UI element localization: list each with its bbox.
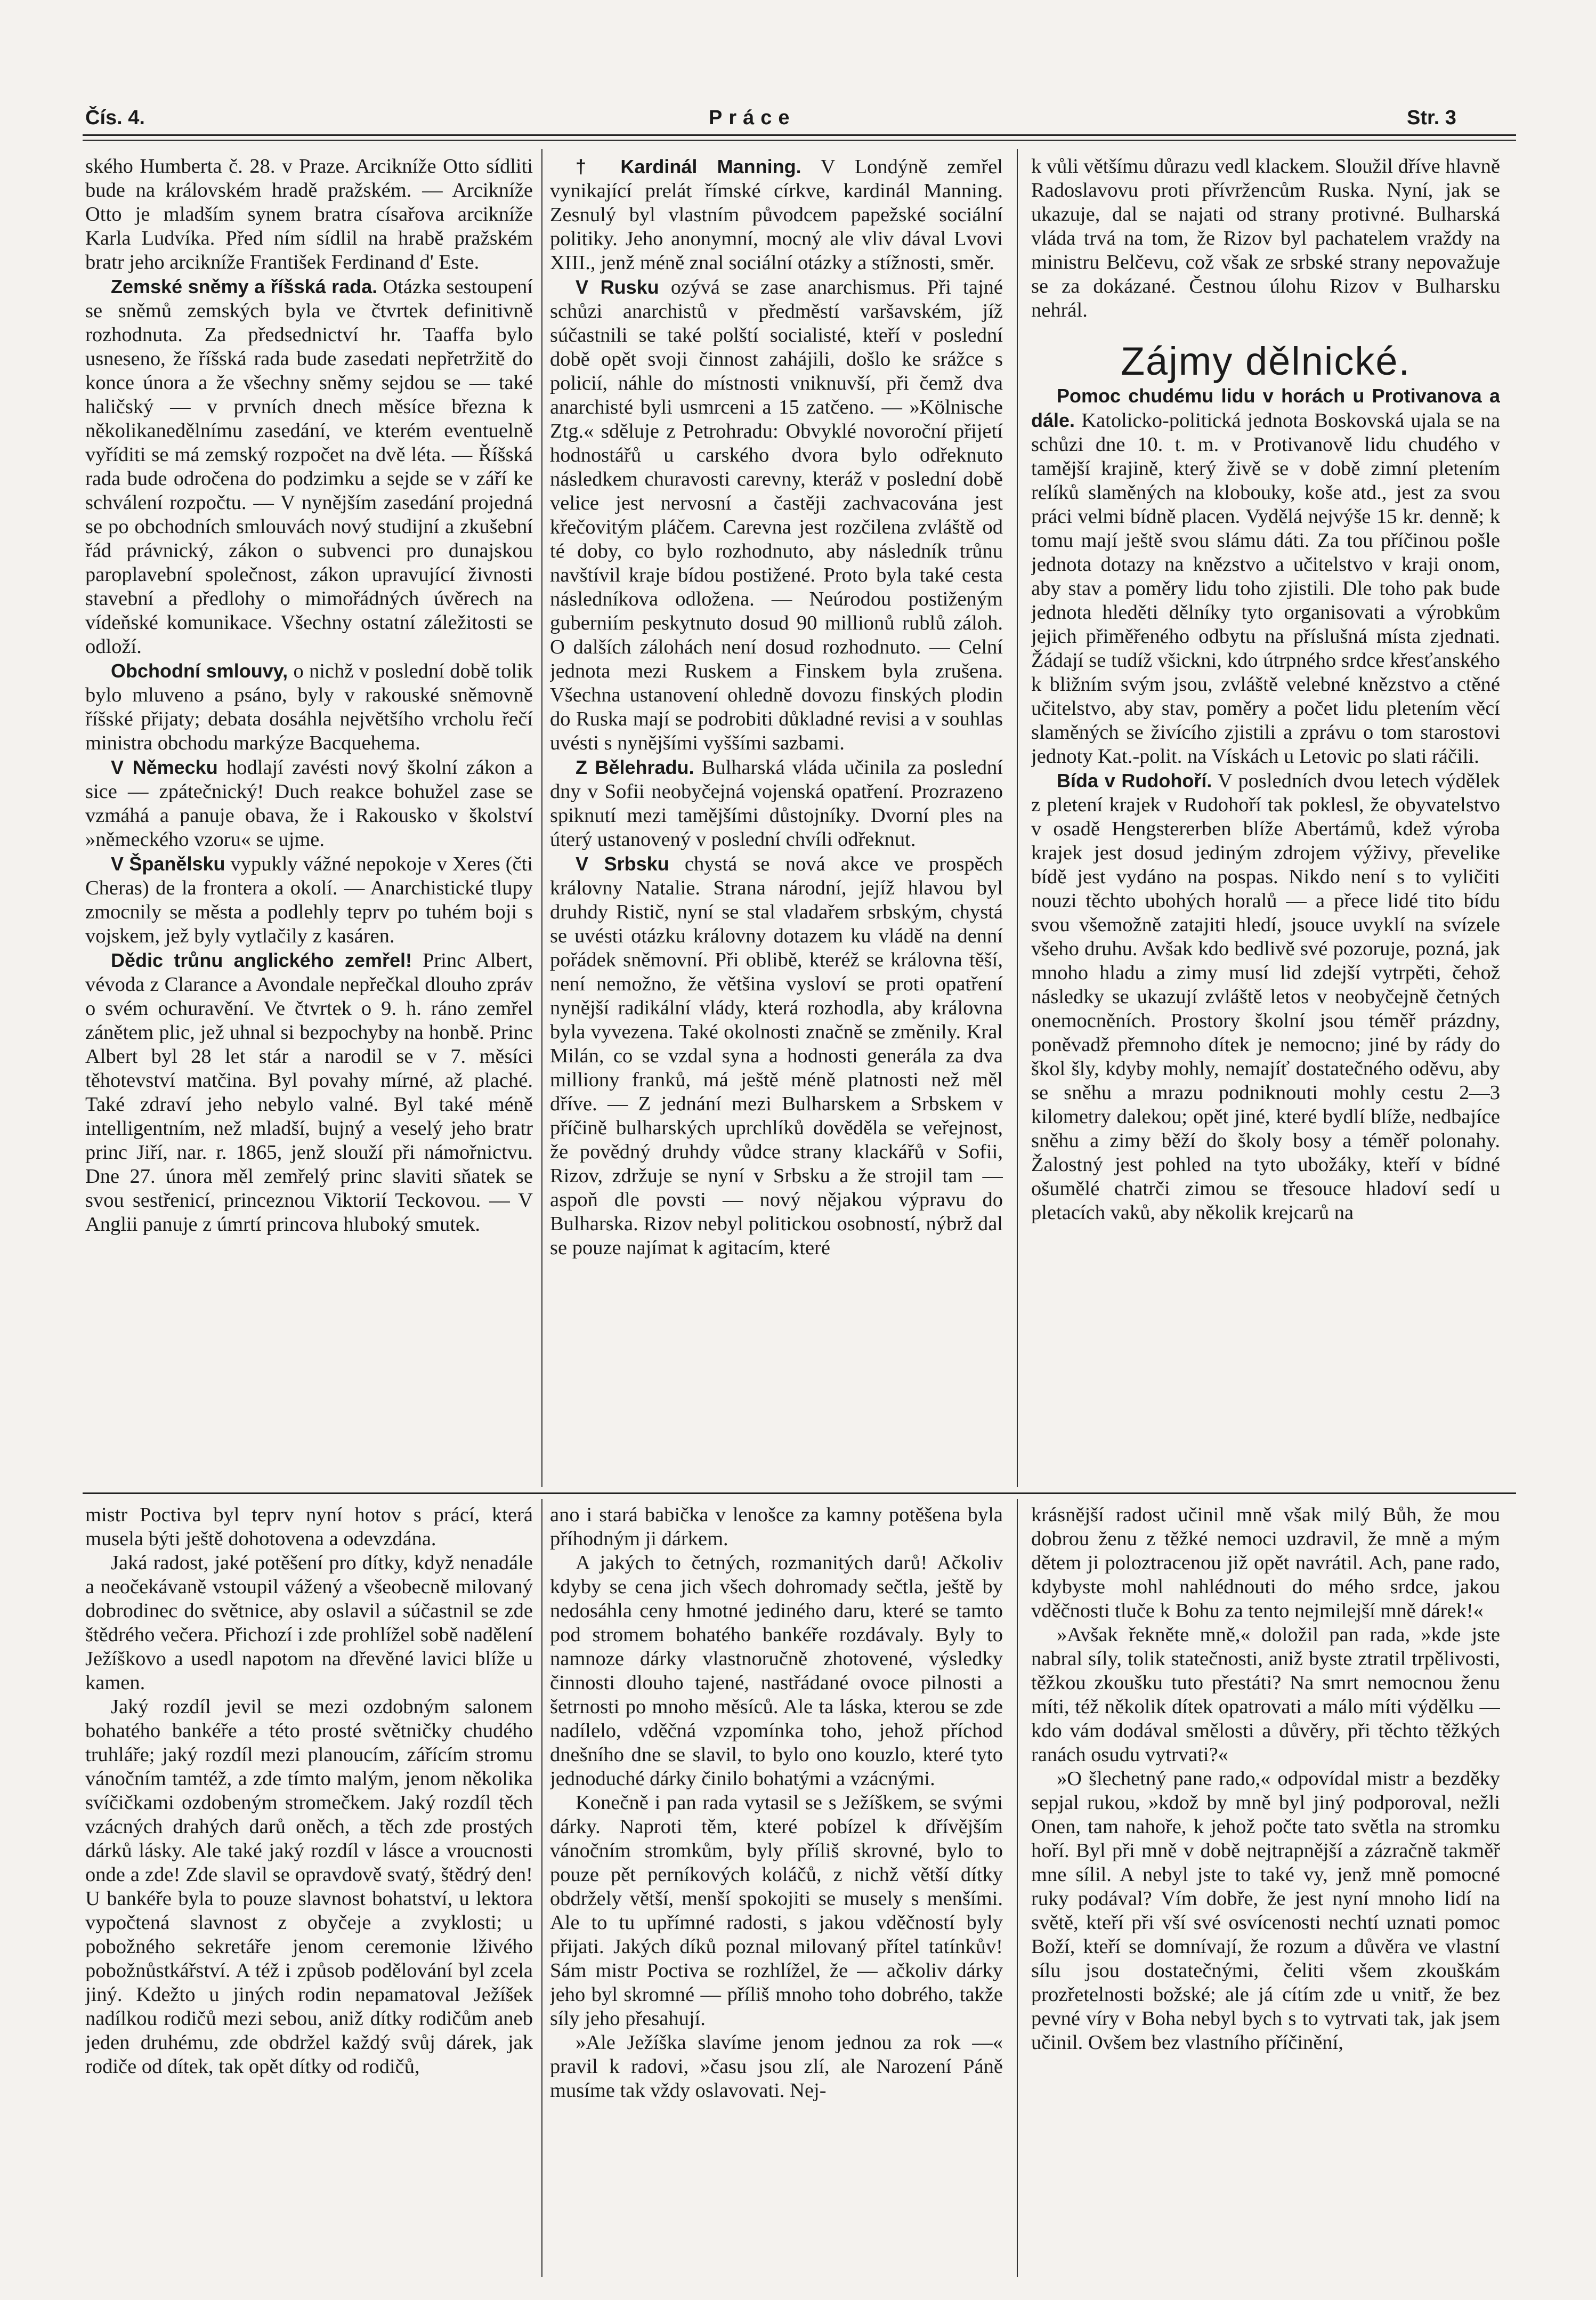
- article-text: o nichž v poslední době tolik bylo mluveno a psáno, byly v rakouské sněmovně říšské přijaty; debata dosáhla největšího vrcholu řečí ministra obchodu markýze Bacquehema.: [85, 660, 533, 754]
- article-text: Katolicko-politická jednota Boskovská ujala se na schůzi dne 10. t. m. v Protivanově lidu chudého v tamější krajině, který živě se v době zimní pletením relíků slaměných na klobouky, koše atd., jest za svou práci velmi bídně placen. Vydělá nejvýše 15 kr. denně; k tomu mají ještě svou slámu dáti. Za tou příčinou pošle jednota dotazy na knězstvo a učitelstvo v kraji onom, aby stav a poměry lidu toho zjistili. Dle toho pak bude jednota hleděti dělníky tyto organisovati a výrobkům jejich přiměřeného odbytu na příslušná místa zjednati. Žádají se tudíž všickni, kdo útrpného srdce křesťanského k bližním svým jsou, zvláště velebné knězstvo a ctěné učitelstvo, aby stav, poměry a počet lidu pletením věcí slaměných se živícího zjistili a zprávu o tom starostovi jednoty Kat.-polit. na Vískách u Letovic po slati ráčili.: [1031, 409, 1500, 768]
- article-heading: Zemské sněmy a říšská rada.: [111, 276, 378, 297]
- article-spain: [85, 852, 533, 948]
- article-english-heir: [85, 948, 533, 1237]
- article-text: V Londýně zemřel vynikající prelát římské církve, kardinál Manning. Zesnulý byl vlastním původcem papežské sociální politiky. Jeho anonymní, mocný ale vliv dával Lvovi XIII., jenž méně znal sociální otázky a stížnosti, směr.: [550, 156, 1003, 274]
- feuilleton-paragraph: krásnější radost učinil mně však milý Bůh, že mou dobrou ženu z těžké nemoci uzdravil, že mně a mým dětem ji poloztracenou již opět navrátil. Ach, pane rado, kdybyste mohl nahlédnouti do mého srdce, jakou vděčnosti tluče k Bohu za tento nejmilejší mně dárek!«: [1031, 1504, 1500, 1622]
- feuilleton-column-2: [550, 1503, 1003, 2271]
- article-heading: V Německu: [111, 756, 218, 778]
- newspaper-title: Práce: [709, 107, 796, 129]
- article-heading: V Španělsku: [111, 853, 225, 875]
- feuilleton-paragraph: »O šlechetný pane rado,« odpovídal mistr a bezděky sepjal rukou, »kdož by mně byl jiný podporoval, nežli Onen, tam nahoře, k jehož počte tato světla na stromku hoří. Byl při mně v době nejtrapnější a zázračně takměř mne sílil. A nebyl jste to také vy, jenž mně pomocné ruky podával? Vím dobře, že jest nyní mnoho lidí na světě, kteří při vší své osvícenosti nechtí uznati pomoc Boží, kteří se domnívají, že rozum a důvěra ve vlastní sílu jsou dostatečnými, čeliti všem zkouškám prozřetelnosti božské; ale já cítím zde u vnitř, že bez pevné víry v Boha nebyl bych s to vytrvati tak, jak jsem učinil. Ovšem bez vlastního příčinění,: [1031, 1768, 1500, 2054]
- feuilleton-paragraph: »Ale Ježíška slavíme jenom jednou za rok —« pravil k radovi, »času jsou zlí, ale Narození Páně musíme tak vždy oslavovati. Nej-: [550, 2031, 1003, 2102]
- header-rule-bottom: [83, 140, 1516, 141]
- column-divider-3: [541, 1499, 542, 2277]
- article-text: Bulharská vláda učinila za poslední dny v Sofii neobyčejná vojenská opatření. Prozrazeno spiknutí mezi tamějšími důstojníky. Dvorní ples na úterý ustanovený v poslední chvíli odřeknut.: [550, 756, 1003, 851]
- article-russia: [550, 275, 1003, 755]
- article-heading: Pomoc chudému lidu v horách u Protivanova a dále.: [1031, 385, 1500, 431]
- section-heading-workers-interests: Zájmy dělnické.: [1120, 339, 1411, 383]
- article-heading: Dědic trůnu anglického zemřel!: [111, 949, 412, 971]
- article-text: Otázka sestoupení se sněmů zemských byla ve čtvrtek definitivně rozhodnuta. Za předsednictví hr. Taaffa bylo usneseno, že říšská rada bude zasedati nepřetržitě do konce února a že všechny sněmy sejdou se — také haličský — v prvních dnech měsíce března k několikanedělnímu zasedání, ve kterém eventuelně vyříditi se má zemský rozpočet na dvě léta. — Říšská rada bude odročena do podzimku a sejde se v září ke schválení rozpočtu. — V nynějším zasedání projedná se po obchodních smlouvách nový studijní a zkušební řád právnický, zákon o subvenci pro dunajskou paroplavební společnost, zákon upravující živnosti stavební a předlohy o mimořádných úvěrech na vídeňské komunikace. Všechny ostatní záležitosti se odloží.: [85, 276, 533, 658]
- feuilleton-paragraph: ano i stará babička v lenošce za kamny potěšena byla příhodným ji dárkem.: [550, 1504, 1003, 1550]
- column-divider-4: [1017, 1499, 1018, 2277]
- article-heading: Bída v Rudohoří.: [1057, 770, 1212, 792]
- feuilleton-column-1: [85, 1503, 533, 2271]
- feuilleton-paragraph: »Avšak řekněte mně,« doložil pan rada, »kde jste nabral síly, tolik statečnosti, aniž byste ztratil trpělivosti, těžkou zkoušku tuto přestáti? Na smrt nemocnou ženu míti, též několik dítek opatrovati a málo míti výdělku — kdo vám dodával smělosti a důvěry, při těchto těžkých ranách osudu vytrvati?«: [1031, 1624, 1500, 1766]
- article-text: chystá se nová akce ve prospěch královny Natalie. Strana národní, jejíž hlavou byl druhdy Ristič, nyní se stal vladařem srbským, chystá se uvésti otázku královny dotazem ku vládě na denní pořádek sněmovní. Při oblibě, kteréž se královna těší, není nemožno, že většina vysloví se proti opatření nynější radikální vlády, která rozhodla, aby královna byla vyvezena. Také okolnosti značně se změnily. Kral Milán, co se vzdal syna a hodnosti generála za dva milliony franků, má ještě méně platnosti než měl dříve. — Z jednání mezi Bulharskem a Srbskem v příčině bulharských uprchlíků dověděla se veřejnost, že povědný druhdy vůdce strany klackářů v Sofii, Rizov, zdržuje se nyní v Srbsku a že strojil tam — aspoň dle povsti — nový nějakou výpravu do Bulharska. Rizov nebyl politickou osobností, nýbrž dal se pouze najímat k agitacím, které: [550, 853, 1003, 1259]
- article-heading: V Rusku: [576, 276, 659, 298]
- feuilleton-column-3: [1031, 1503, 1500, 2271]
- header-rule-top: [83, 134, 1516, 136]
- article-rudohori: [1031, 769, 1500, 1225]
- article-serbia: [550, 852, 1003, 1260]
- article-text: V posledních dvou letech výdělek z pletení krajek v Rudohoří tak poklesl, že obyvatelstvo v osadě Hengstererben blíže Abertámů, kdež výroba krajek jest dosud jediným zdrojem výživy, převelike bídě jest vydáno na pospas. Nikdo není s to vyličiti nouzi těchto ubohých horalů — a přece lidé tito bídu svou všemožně zatajiti hledí, jsouce uvyklí na svízele všeho druhu. Avšak kdo bedlivě své pozoruje, pozná, jak mnoho hladu a zimy musí lid zdejší vytrpěti, čehož následky se ukazují zvláště letos v neobyčejně četných onemocněních. Prostory školní jsou téměř prázdny, poněvadž přemnoho dítek je nemocno; jiné by rády do škol šly, kdyby mohly, nemajíť dostatečného oděvu, aby se sněhu a mrazu podniknouti mohly cestu 2—3 kilometry dalekou; opět jiné, které bydlí blíže, nedbajíce sněhu a zimy běží do školy bosy a téměř polonahy. Žalostný jest pohled na tyto ubožáky, kteří v bídné ošumělé chatrči zimou se třesouce hladoví sedí u pletacích vaků, aby několik krejcarů na: [1031, 770, 1500, 1224]
- article-continuation: ského Humberta č. 28. v Praze. Arcikníže Otto sídliti bude na královském hradě pražském. — Arcikníže Otto je mladším synem bratra císařova arcikníže Karla Ludvíka. Před ním sídlil na hrabě pražském bratr jeho arcikníže František Ferdinand d' Este.: [85, 155, 533, 273]
- article-trade-treaties: [85, 659, 533, 755]
- article-belgrade: [550, 755, 1003, 852]
- feuilleton-paragraph: mistr Poctiva byl teprv nyní hotov s prácí, která musela býti ještě dohotovena a odevzdána.: [85, 1504, 533, 1550]
- article-protivanov: [1031, 384, 1500, 769]
- article-cardinal-manning: [550, 155, 1003, 275]
- column-divider-1: [541, 149, 542, 1487]
- article-text: hodlají zavésti nový školní zákon a sice — zpátečnický! Duch reakce bohužel zase se vzmáhá a panuje obava, že i Rakousko v školství »německého vzoru« se ujme.: [85, 756, 533, 851]
- news-column-3: [1031, 155, 1500, 1482]
- issue-number: Čís. 4.: [85, 107, 145, 129]
- feuilleton-paragraph: A jakých to četných, rozmanitých darů! Ačkoliv kdyby se cena jich všech dohromady sečtla, ještě by nedosáhla ceny hmotné jediného daru, které se tamto pod stromem bohatého bankéře rozdávaly. Byly to namnoze dárky vlastnoručně zhotovené, výsledky činnosti dlouho tajené, nastřádané ovoce pilnosti a šetrnosti po mnoho měsíců. Ale ta láska, kterou se zde nadílelo, vděčná vzpomínka toho, jehož příchod dnešního dne se slavil, to bylo ono kouzlo, které tyto jednoduché dárky činilo bohatými a vzácnými.: [550, 1552, 1003, 1790]
- article-heading: Z Bělehradu.: [576, 756, 694, 778]
- article-text: ozývá se zase anarchismus. Při tajné schůzi anarchistů v předměstí varšavském, jíž súčastnili se také polští socialisté, kteří v poslední době opět svoji činnost zahájili, došlo ke srážce s policií, náhle do místnosti vniknuvší, při čemž dva anarchisté byli usmrceni a 15 zatčeno. — »Kölnische Ztg.« sděluje z Petrohradu: Obvyklé novoroční přijetí hodnostářů u carského dvora bylo odřeknuto následkem churavosti carevny, kteráž v poslední době velice jest nervosní a častěji zachvacována jest křečovitým pláčem. Carevna jest rozčilena zvláště od té doby, co bylo rozhodnuto, aby následník trůnu navštívil kraje bídou postižené. Proto byla také cesta následníkova odložena. — Neúrodou postiženým guberniím peskytnuto dosud 90 millionů rublů záloh. O dalších zálohách není dosud rozhodnuto. — Celní jednota mezi Ruskem a Finskem byla zrušena. Všechna ustanovení ohledně dovozu finských plodin do Ruska mají se podrobiti důkladné revisi a v souhlas uvésti s nynějšími vyššími sazbami.: [550, 276, 1003, 754]
- feuilleton-paragraph: Jaká radost, jaké potěšení pro dítky, když nenadále a neočekávaně vstoupil vážený a všeobecně milovaný dobrodinec do světnice, aby oslavil a súčastnil se zde štědrého večera. Přichozí i zde prohlížel sobě nadělení Ježíškovo a usedl napotom na dřevěné lavici blíže u kamen.: [85, 1552, 533, 1694]
- article-germany: [85, 755, 533, 852]
- page-number: Str. 3: [1407, 107, 1456, 129]
- article-continuation: k vůli většímu důrazu vedl klackem. Sloužil dříve hlavně Radoslavovu proti přívržencům Ruska. Nyní, jak se ukazuje, dal se najati od strany protivné. Bulharská vláda trvá na tom, že Rizov byl pachatelem vraždy na ministru Belčevu, což však ze srbské strany nepovažuje se za dokázané. Čestnou úlohu Rizov v Bulharsku nehrál.: [1031, 155, 1500, 321]
- article-heading: V Srbsku: [576, 853, 669, 875]
- news-column-2: [550, 155, 1003, 1482]
- news-column-1: [85, 155, 533, 1482]
- article-text: Princ Albert, vévoda z Clarance a Avondale nepřečkal dlouho zpráv o svém ochuravění. Ve čtvrtek o 9. h. ráno zemřel zánětem plic, jež uhnal si bezpochyby na honbě. Princ Albert byl 28 let stár a narodil se v 7. měsíci těhotevství matčina. Byl povahy mírné, až plaché. Také zdraví jeho nebylo valné. Byl také méně intelligentním, než mladší, bujný a veselý jeho bratr princ Jiří, nar. r. 1865, jenž slouží při námořnictvu. Dne 27. února měl zemřelý princ slaviti sňatek se svou sestřenicí, princeznou Viktorií Teckovou. — V Anglii panuje z úmrtí princova hluboký smutek.: [85, 949, 533, 1236]
- feuilleton-paragraph: Jaký rozdíl jevil se mezi ozdobným salonem bohatého bankéře a této prosté světničky chudého truhláře; jaký rozdíl mezi planoucím, zářícím stromu vánočním tamtéž, a zde tímto malým, jenom několika svíčičkami ozdobeným stromečkem. Jaký rozdíl těch vzácných drahých darů oněch, a těch zde prostých dárků lásky. Ale také jaký rozdíl v lásce a vroucnosti onde a zde! Zde slavil se opravdově svatý, štědrý den! U bankéře byla to pouze slavnost bohatství, u lektora vypočtená slavnost z obyčeje a zvyklosti; u pobožného sekretáře jenom ceremonie lživého pobožnůstkářství. A též i způsob podělování byl zcela jiný. Kdežto u jiných rodin nepamatoval Ježíšek nadílkou rodičů mezi sebou, aniž dítky rodičům aneb jeden druhému, zde obdržel každý svůj dárek, jak rodiče od dítek, tak opět dítky od rodičů,: [85, 1696, 533, 2078]
- article-text: vypukly vážné nepokoje v Xeres (čti Cheras) de la frontera a okolí. — Anarchistické tlupy zmocnily se města a podlehly teprv po tuhém boji s vojskem, jež byly vytlačily z kasáren.: [85, 853, 533, 947]
- article-heading: † Kardinál Manning.: [576, 156, 801, 177]
- article-heading: Obchodní smlouvy,: [111, 660, 288, 682]
- column-divider-2: [1017, 149, 1018, 1487]
- feuilleton-paragraph: Konečně i pan rada vytasil se s Ježíškem, se svými dárky. Naproti těm, které pobízel k dřívějším vánočním stromkům, byly příliš skrovné, bylo to pouze pět perníkových koláčů, z nichž větší dítky obdržely větší, menší spokojiti se musely s menšími. Ale to tu upřímné radosti, s jakou vděčností byly přijati. Jakých díků poznal milovaný přítel tatínkův! Sám mistr Poctiva se rozhlížel, že — ačkoliv dárky jeho byl skromné — příliš mnoho toho dobrého, takže síly jeho přesahují.: [550, 1791, 1003, 2030]
- feuilleton-separator: [83, 1492, 1516, 1494]
- article-diets: [85, 275, 533, 659]
